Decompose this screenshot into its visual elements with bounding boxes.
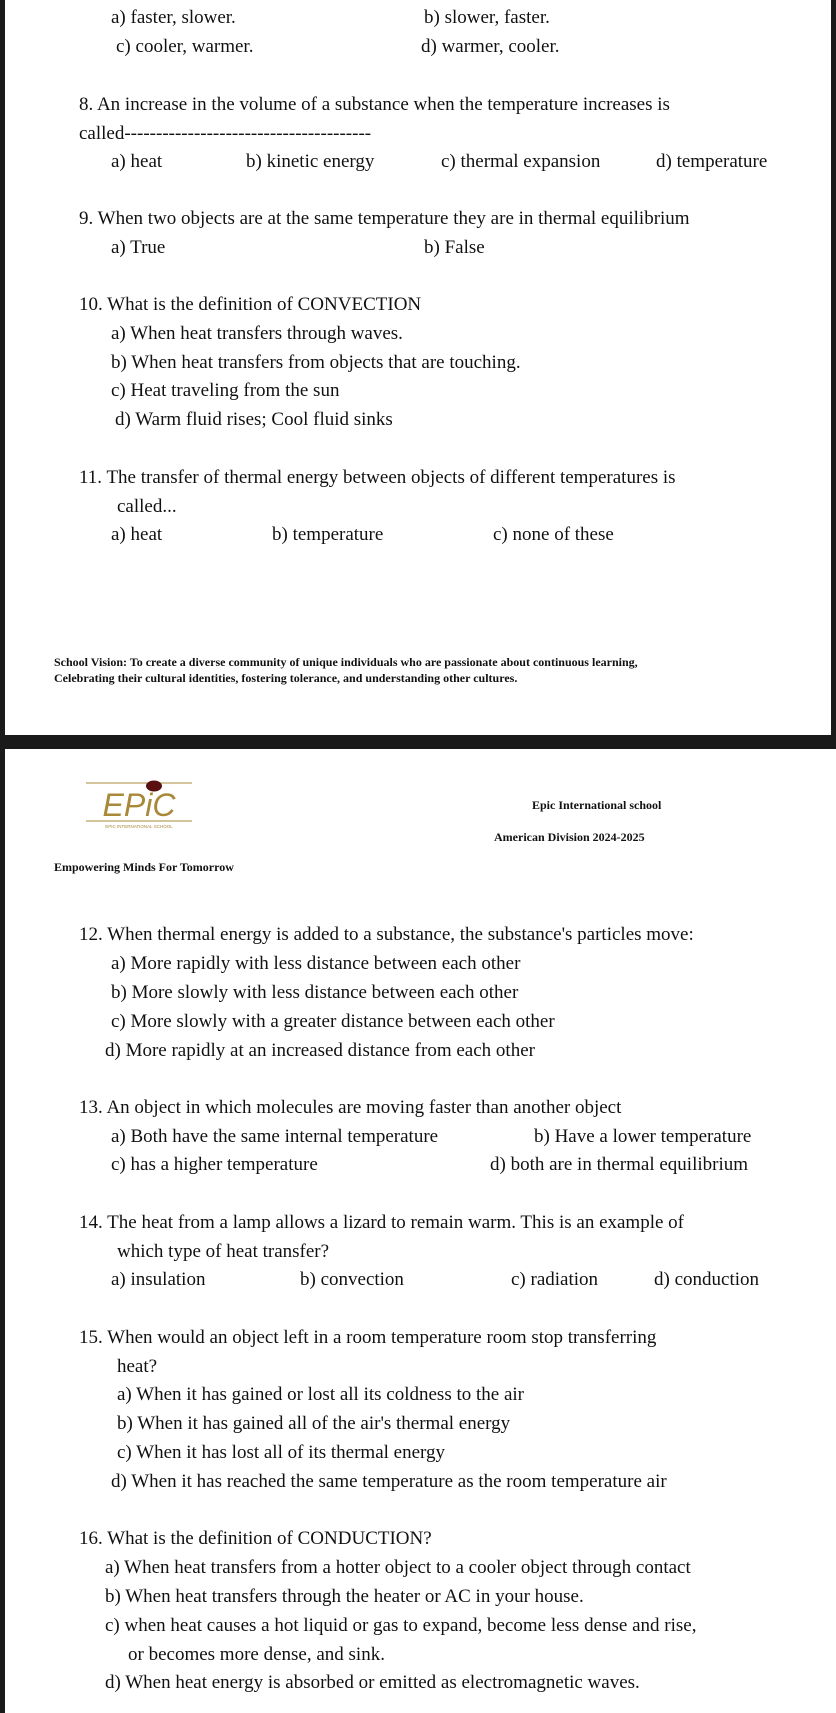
- q11-option-b: b) temperature: [272, 524, 384, 545]
- q13-option-a: a) Both have the same internal temperature: [111, 1126, 439, 1147]
- q11-stem-line2: called...: [117, 496, 177, 517]
- q15-option-d: d) When it has reached the same temperature as the room temperature air: [111, 1471, 667, 1492]
- q9-option-a: a) True: [111, 237, 166, 258]
- school-vision-line1: School Vision: To create a diverse community of unique individuals who are passionate about continuous learning,: [54, 655, 638, 669]
- q7-option-c: c) cooler, warmer.: [116, 36, 254, 57]
- right-page-border: [831, 0, 836, 735]
- school-vision-line2: Celebrating their cultural identities, fostering tolerance, and understanding other cultures.: [54, 671, 518, 685]
- q10-stem: 10. What is the definition of CONVECTION: [79, 294, 422, 315]
- q13-option-c: c) has a higher temperature: [111, 1154, 318, 1175]
- q8-option-c: c) thermal expansion: [441, 151, 601, 172]
- q14-option-d: d) conduction: [654, 1269, 760, 1290]
- q9-stem: 9. When two objects are at the same temperature they are in thermal equilibrium: [79, 208, 690, 229]
- school-name: Epic International school: [532, 798, 662, 812]
- q10-option-a: a) When heat transfers through waves.: [111, 323, 403, 344]
- q14-option-b: b) convection: [300, 1269, 404, 1290]
- q15-option-c: c) When it has lost all of its thermal energy: [117, 1442, 446, 1463]
- q16-option-d: d) When heat energy is absorbed or emitted as electromagnetic waves.: [105, 1672, 640, 1693]
- q14-stem: 14. The heat from a lamp allows a lizard to remain warm. This is an example of: [79, 1212, 685, 1233]
- q14-option-a: a) insulation: [111, 1269, 206, 1290]
- q12-option-c: c) More slowly with a greater distance between each other: [111, 1011, 555, 1032]
- q7-option-d: d) warmer, cooler.: [421, 36, 560, 57]
- q12-option-a: a) More rapidly with less distance between each other: [111, 953, 521, 974]
- q10-option-c: c) Heat traveling from the sun: [111, 380, 340, 401]
- q11-option-c: c) none of these: [493, 524, 614, 545]
- q12-option-b: b) More slowly with less distance between each other: [111, 982, 519, 1003]
- q16-option-c-line2: or becomes more dense, and sink.: [128, 1644, 385, 1665]
- q16-stem: 16. What is the definition of CONDUCTION?: [79, 1528, 432, 1549]
- school-logo: [84, 780, 194, 832]
- q11-option-a: a) heat: [111, 524, 163, 545]
- q13-option-d: d) both are in thermal equilibrium: [490, 1154, 749, 1175]
- q16-option-c: c) when heat causes a hot liquid or gas to expand, become less dense and rise,: [105, 1615, 697, 1636]
- q15-option-b: b) When it has gained all of the air's thermal energy: [117, 1413, 511, 1434]
- q15-stem-line2: heat?: [117, 1356, 158, 1377]
- q12-stem: 12. When thermal energy is added to a substance, the substance's particles move:: [79, 924, 694, 945]
- q8-option-a: a) heat: [111, 151, 163, 172]
- logo-subtitle: EPIC INTERNATIONAL SCHOOL: [105, 824, 173, 829]
- q10-option-d: d) Warm fluid rises; Cool fluid sinks: [115, 409, 393, 430]
- school-motto: Empowering Minds For Tomorrow: [54, 860, 234, 874]
- q8-stem: 8. An increase in the volume of a substance when the temperature increases is: [79, 94, 670, 115]
- q7-option-b: b) slower, faster.: [424, 7, 550, 28]
- q8-option-d: d) temperature: [656, 151, 768, 172]
- left-page-border: [0, 0, 5, 1713]
- page-divider: [0, 735, 836, 749]
- logo-wordmark: EPiC: [102, 787, 176, 823]
- q10-option-b: b) When heat transfers from objects that are touching.: [111, 352, 521, 373]
- division-year: American Division 2024-2025: [494, 830, 645, 844]
- q9-option-b: b) False: [424, 237, 485, 258]
- q13-option-b: b) Have a lower temperature: [534, 1126, 752, 1147]
- q16-option-b: b) When heat transfers through the heater or AC in your house.: [105, 1586, 584, 1607]
- q16-option-a: a) When heat transfers from a hotter object to a cooler object through contact: [105, 1557, 691, 1578]
- q7-option-a: a) faster, slower.: [111, 7, 236, 28]
- q11-stem: 11. The transfer of thermal energy between objects of different temperatures is: [79, 467, 676, 488]
- q14-stem-line2: which type of heat transfer?: [117, 1241, 330, 1262]
- q15-stem: 15. When would an object left in a room temperature room stop transferring: [79, 1327, 657, 1348]
- q15-option-a: a) When it has gained or lost all its coldness to the air: [117, 1384, 524, 1405]
- q12-option-d: d) More rapidly at an increased distance from each other: [105, 1040, 535, 1061]
- q13-stem: 13. An object in which molecules are moving faster than another object: [79, 1097, 622, 1118]
- q8-stem-line2: called---------------------------------------: [79, 123, 372, 144]
- q8-option-b: b) kinetic energy: [246, 151, 375, 172]
- q14-option-c: c) radiation: [511, 1269, 599, 1290]
